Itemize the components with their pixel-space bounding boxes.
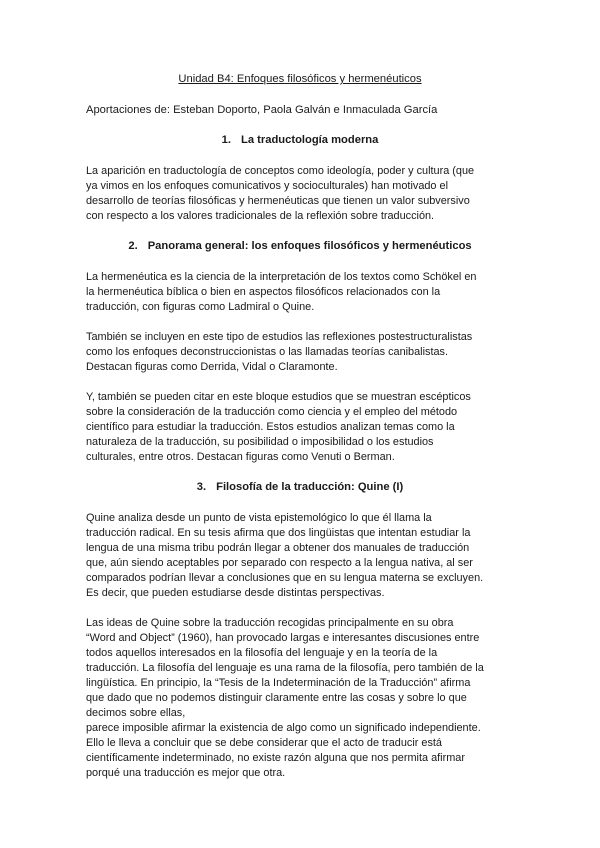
section-heading-3	[86, 480, 514, 495]
section-number-1: 1.	[221, 134, 231, 146]
document-title: Unidad B4: Enfoques filosóficos y hermenéuticos	[178, 73, 422, 85]
text-line: La hermenéutica es la ciencia de la interpretación de los textos como Schökel en	[86, 271, 477, 283]
text-line: traducción, con figuras como Ladmiral o Quine.	[86, 301, 315, 313]
section-title-2: Panorama general: los enfoques filosóficos y hermenéuticos	[147, 240, 472, 252]
text-line: traducción. La filosofía del lenguaje es una rama de la filosofía, pero también de la	[86, 662, 484, 674]
text-line: Destacan figuras como Derrida, Vidal o Claramonte.	[86, 361, 338, 373]
text-line: Las ideas de Quine sobre la traducción recogidas principalmente en su obra	[86, 617, 454, 629]
section-3-paragraph-2	[86, 616, 514, 781]
text-line: La aparición en traductología de conceptos como ideología, poder y cultura (que	[86, 165, 475, 177]
text-line: desarrollo de teorías filosóficas y hermenéuticas que tienen un valor subversivo	[86, 195, 470, 207]
section-number-2: 2.	[128, 240, 138, 252]
text-line: También se incluyen en este tipo de estudios las reflexiones postestructuralistas	[86, 331, 473, 343]
section-title-1: La traductología moderna	[240, 134, 379, 146]
text-line: lengua de una misma tribu podrán llegar a obtener dos manuales de traducción	[86, 542, 470, 554]
text-line: que dado que no podemos distinguir claramente entre las cosas y sobre lo que	[86, 692, 467, 704]
section-1-paragraph-1	[86, 164, 514, 224]
text-line: porqué una traducción es mejor que otra.	[86, 767, 286, 779]
text-line: comparados podrían llevar a conclusiones que en su lengua materna se excluyen.	[86, 572, 484, 584]
section-2-paragraph-2	[86, 330, 514, 375]
text-line: Quine analiza desde un punto de vista epistemológico lo que él llama la	[86, 512, 432, 524]
section-heading-2	[86, 239, 514, 254]
text-line: científico para estudiar la traducción. Estos estudios analizan temas como la	[86, 421, 455, 433]
text-line: ya vimos en los enfoques comunicativos y socioculturales) han motivado el	[86, 180, 448, 192]
text-line: Y, también se pueden citar en este bloque estudios que se muestran escépticos	[86, 391, 471, 403]
text-line: todos aquellos interesados en la filosofía del lenguaje y en la teoría de la	[86, 647, 438, 659]
section-heading-1	[86, 133, 514, 148]
section-3-paragraph-1	[86, 511, 514, 601]
text-line: lingüística. En principio, la “Tesis de la Indeterminación de la Traducción” afirma	[86, 677, 471, 689]
text-line: culturales, entre otros. Destacan figuras como Venuti o Berman.	[86, 451, 395, 463]
document-authors: Aportaciones de: Esteban Doporto, Paola Galván e Inmaculada García	[86, 104, 438, 116]
text-line: la hermenéutica bíblica o bien en aspectos filosóficos relacionados con la	[86, 286, 441, 298]
text-line: decimos sobre ellas,	[86, 707, 186, 719]
text-line: traducción radical. En su tesis afirma que dos lingüistas que intentan estudiar la	[86, 527, 471, 539]
text-line: sobre la consideración de la traducción como ciencia y el empleo del método	[86, 406, 458, 418]
section-2-paragraph-1	[86, 270, 514, 315]
text-line: científicamente indeterminado, no existe razón alguna que nos permita afirmar	[86, 752, 465, 764]
section-2-paragraph-3	[86, 390, 514, 465]
text-line: parece imposible afirmar la existencia de algo como un significado independiente.	[86, 722, 481, 734]
text-line: Ello le lleva a concluir que se debe considerar que el acto de traducir está	[86, 737, 442, 749]
text-line: Es decir, que pueden estudiarse desde distintas perspectivas.	[86, 587, 385, 599]
section-title-3: Filosofía de la traducción: Quine (I)	[216, 481, 404, 493]
section-number-3: 3.	[196, 481, 207, 493]
text-line: que, aún siendo aceptables por separado con respecto a la lengua nativa, al ser	[86, 557, 473, 569]
text-line: como los enfoques deconstruccionistas o las llamadas teorías canibalistas.	[86, 346, 449, 358]
text-line: “Word and Object” (1960), han provocado largas e interesantes discusiones entre	[86, 632, 480, 644]
text-line: naturaleza de la traducción, su posibilidad o imposibilidad o los estudios	[86, 436, 434, 448]
text-line: con respecto a los valores tradicionales de la reflexión sobre traducción.	[86, 210, 435, 222]
